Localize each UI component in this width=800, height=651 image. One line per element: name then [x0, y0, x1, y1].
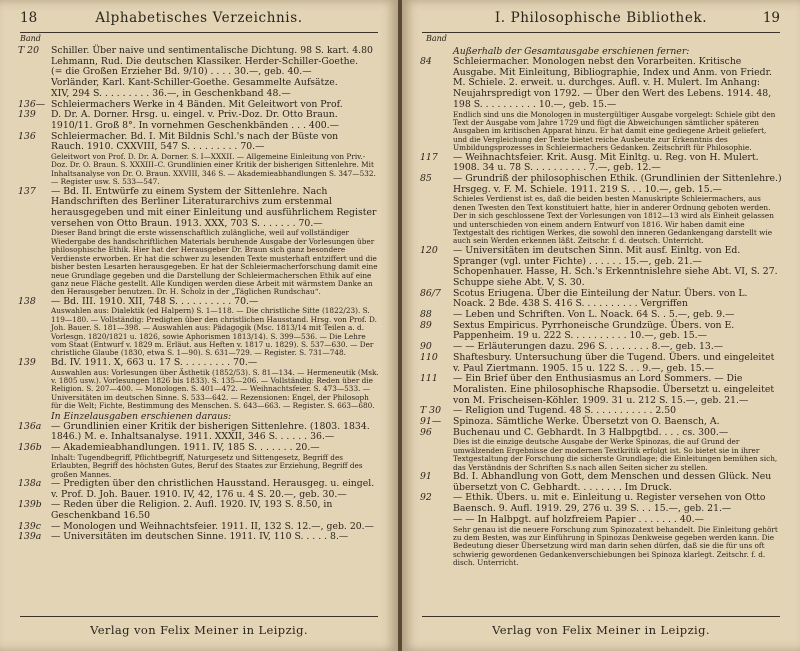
entry-text: Schiller. Über naive und sentimentalische Dichtung. 98 S. kart. 4.80 — [51, 45, 373, 56]
entry-text: Lehmann, Rud. Die deutschen Klassiker. Herder-Schiller-Goethe. — [51, 55, 359, 67]
entry-text: 1910/11. Groß 8°. In vornehmen Geschenkbänden . . . 400.— — [51, 119, 339, 131]
catalog-entry — [18, 532, 380, 543]
left-page — [0, 0, 398, 651]
right-footer-rule — [422, 616, 780, 617]
catalog-entry — [18, 187, 380, 230]
left-footer-rule — [20, 616, 378, 617]
entry-text: — Bd. II. Entwürfe zu einem System der Sittenlehre. Nach Handschriften des Berliner Literaturarchivs zum erstenmal herausgegeben und mit einer Einleitung und ausführlichem Register versehen von Otto Braun. 1913. XXX, 703 S. . . . . . . 70.— — [51, 185, 377, 229]
catalog-entry — [420, 353, 782, 374]
entry-text: Spinoza. Sämtliche Werke. Übersetzt von O. Baensch, A. — [453, 416, 720, 428]
band-number: 139b — [18, 499, 42, 511]
entry-text: Schieles Verdienst ist es, daß die beiden besten Manuskripte Schleiermachers, aus denen Twesten den Text konstituiert hatte, hier in anderer Ordnung geboten werden. Der in sich geschlossene Text der Vorlesungen von 1812—13 wird als Einheit gelassen und unterschieden von einem andern Entwurf von 1816. Wir haben damit eine Textgestalt des richtigen Werkes, die sowohl den inneren Gedankengang darstellt wie auch sein Werden erkennen läßt. Zeitschr. f. d. deutsch. Unterricht. — [453, 194, 774, 246]
entry-text: Sextus Empiricus. Pyrrhoneische Grundzüge. Übers. von E. Pappenheim. 19 u. 222 S. . . . . . . . . . 10.—, geb. 15.— — [453, 319, 735, 342]
left-page-body — [18, 46, 380, 609]
catalog-entry — [18, 358, 380, 369]
entry-note — [18, 229, 380, 296]
entry-text: Dieser Band bringt die erste wissenschaftlich zulängliche, weil auf vollständiger Wiedergabe des handschriftlichen Materials beruhende Ausgabe der Vorlesungen über philosophische Ethik. Hier hat der Herausgeber Dr. Braun sich ganz besondere Verdienste erworben. Er hat die schwer zu lesenden Texte musterhaft entziffert und die bisher besten Lesarten herausgegeben. Er hat der Schleiermacherforschung damit eine neue Grundlage gegeben und die Darstellung der Schleiermacherschen Ethik auf eine ganz neue Fläche gestellt. Alle Kundigen werden diese Arbeit mit wärmstem Danke an den Herausgeber benutzen. Dr. H. Scholz in der „Täglichen Rundschau“. — [51, 228, 378, 297]
band-number: T 30 — [420, 405, 441, 417]
band-number: 96 — [420, 426, 432, 438]
left-header-rule — [20, 32, 378, 33]
entry-text: Schuppe siehe Abt. V, S. 30. — [453, 276, 585, 288]
band-number: 136 — [18, 130, 36, 142]
band-number: 137 — [18, 185, 36, 197]
band-number: 136b — [18, 442, 42, 453]
entry-text: — Ethik. Übers. u. mit e. Einleitung u. Register versehen von Otto Baensch. 9. Aufl. 1919. 29, 276 u. 39 S. . . 15.—, geb. 21.— — [453, 492, 766, 515]
band-number: 117 — [420, 151, 438, 163]
entry-text: Dies ist die einzige deutsche Ausgabe der Werke Spinozas, die auf Grund der umwälzenden Ergebnisse der modernen Textkritik erfolgt ist. So bietet sie in ihrer Textgestaltung der Forschung die sicherste Grundlage; die Einleitungen bemühen sich, das Verständnis der Schriften S.s nach allen Seiten sicher zu stellen. — [453, 437, 778, 472]
band-number: 138 — [18, 295, 36, 307]
catalog-entry — [420, 428, 782, 439]
right-page-body — [420, 46, 782, 609]
entry-note — [18, 153, 380, 187]
entry-text: Auswahlen aus: Vorlesungen über Ästhetik (1852/53). S. 81—134. — Hermeneutik (Msk. v. 1805 usw.). Vorlesungen 1826 bis 1833). S. 135—206. — Vollständig: Reden über die Religion. S. 207—400. — Monologen. S. 401—472. — Weihnachtsfeier. S. 473—533. — Universitäten im deutschen Sinne. S. 533—642. — Rezensionen: Engel, der Philosoph für die Welt; Fichte, Bestimmung des Menschen. S. 643—663. — Register. S. 663—680. — [51, 367, 379, 411]
entry-text: — — In Halbpgt. auf holzfreiem Papier . . . . . . . 40.— — [453, 513, 704, 525]
left-page-header — [20, 10, 378, 32]
entry-text: D. Dr. A. Dorner. Hrsg. u. eingel. v. Priv.-Doz. Dr. Otto Braun. — [51, 109, 338, 121]
catalog-entry — [18, 479, 380, 500]
catalog-entry — [420, 515, 782, 526]
right-page-footer: Verlag von Felix Meiner in Leipzig. — [492, 623, 710, 637]
entry-text: — Weihnachtsfeier. Krit. Ausg. Mit Einltg. u. Reg. von H. Mulert. 1908. 34 u. 78 S. . . . . . . . . . 7.—, geb. 12.— — [453, 151, 759, 174]
entry-text: Bd. I. Abhandlung von Gott, dem Menschen und dessen Glück. Neu übersetzt von C. Gebhardt. . . . . . . . Im Druck. — [453, 471, 772, 493]
left-page-number: 18 — [20, 10, 38, 26]
band-number: 90 — [420, 341, 432, 353]
entry-text: Bd. IV. 1911. X, 663 u. 17 S. . . . . . . . . 70.— — [51, 356, 258, 368]
band-number: 136a — [18, 420, 42, 432]
right-band-label: Band — [426, 34, 447, 43]
entry-text: In Einzelausgaben erschienen daraus: — [51, 410, 232, 422]
band-number: 138a — [18, 477, 42, 489]
band-number: 110 — [420, 351, 438, 363]
catalog-entry — [18, 500, 380, 521]
catalog-entry — [420, 153, 782, 174]
entry-text: Auswahlen aus: Dialektik (ed Halpern) S. 1—118. — Die christliche Sitte (1822/23). S. 119—180. — Vollständig: Predigten über den christlichen Hausstand. Hrsg. von Prof. D. Joh. Bauer. S. 181—398. — Auswahlen aus: Pädagogik (Msc. 1813/14 mit Teilen a. d. Vorlesgn. 1820/1821 u. 1826, sowie Aphorismen 1813/14). S. 399—536. — Die Lehre vom Staat (Entwurf v. 1829 m. Erläut. aus Heften v. 1817 u. 1829). S. 537—630. — Der christliche Glaube (1830, etwa S. 1—90). S. 631—729. — Register. S. 731—748. — [51, 306, 377, 358]
entry-text: Außerhalb der Gesamtausgabe erschienen ferner: — [453, 46, 690, 57]
band-number: 86/7 — [420, 287, 441, 299]
band-number: 89 — [420, 319, 432, 331]
band-number: T 20 — [18, 45, 39, 56]
entry-text: Buchenau und C. Gebhardt. In 3 Halbpgtbd. . . . cs. 300.— — [453, 426, 729, 438]
catalog-entry — [420, 246, 782, 267]
band-number: 139 — [18, 109, 36, 121]
band-number: 120 — [420, 244, 438, 256]
entry-text: — Grundriß der philosophischen Ethik. (Grundlinien der Sittenlehre.) Hrsgeg. v. F. M. Schiele. 1911. 219 S. . . 10.—, geb. 15.— — [453, 172, 782, 195]
catalog-entry — [420, 289, 782, 310]
catalog-entry — [420, 472, 782, 493]
band-number: 136— — [18, 98, 46, 110]
entry-text: — — Erläuterungen dazu. 296 S. . . . . . . . 8.—, geb. 13.— — [453, 341, 724, 353]
band-number: 85 — [420, 172, 432, 184]
entry-text: — Predigten über den christlichen Hausstand. Herausgeg. u. eingel. v. Prof. D. Joh. Bauer. 1910. IV, 42, 176 u. 4 S. 20.—, geb. 30.— — [51, 477, 375, 500]
band-number: 84 — [420, 56, 432, 67]
catalog-entry — [18, 297, 380, 308]
entry-text: — Universitäten im deutschen Sinn. Mit ausf. Einltg. von Ed. Spranger (vgl. unter Fichte) . . . . . . 15.—, geb. 21.— — [453, 244, 741, 267]
entry-text: — Universitäten im deutschen Sinne. 1911. IV, 110 S. . . . . 8.— — [51, 531, 349, 543]
entry-text: (= die Großen Erzieher Bd. 9/10) . . . . 30.—, geb. 40.— — [51, 66, 312, 78]
band-number: 91 — [420, 471, 432, 483]
entry-text: Sehr genau ist die neuere Forschung zum Spinozatext behandelt. Die Einleitung gehört zu dem Besten, was zur Einführung in Spinozas Denkweise gegeben werden kann. Die Bedeutung dieser Übersetzung wird man darin sehen dürfen, daß sie die für uns oft schwierig gewordenen Gedankenverschiebungen bei Spinoza klarlegt. Zeitschr. f. d. disch. Unterricht. — [453, 524, 778, 568]
right-page-number: 19 — [762, 10, 780, 26]
right-page-header — [422, 10, 780, 32]
entry-text: XIV, 294 S. . . . . . . . . 36.—, in Geschenkband 48.— — [51, 87, 291, 99]
entry-text: Schleiermacher. Monologen nebst den Vorarbeiten. Kritische Ausgabe. Mit Einleitung, Bibliographie, Index und Anm. von Friedr. M. Schiele. 2. erweit. u. durchges. Aufl. v. H. Mulert. Im Anhang: Neujahrspredigt von 1792. — Über den Wert des Lebens. 1914. 48, 198 S. . . . . . . . . . 10.—, geb. 15.— — [453, 56, 772, 110]
catalog-entry — [18, 422, 380, 443]
entry-note — [18, 307, 380, 357]
entry-text: Rauch. 1910. CXXVIII, 547 S. . . . . . . . . 70.— — [51, 141, 265, 153]
catalog-entry — [18, 142, 380, 153]
entry-note — [420, 526, 782, 568]
entry-text: — Monologen und Weihnachtsfeier. 1911. II, 132 S. 12.—, geb. 20.— — [51, 520, 374, 532]
left-band-label: Band — [20, 34, 41, 43]
catalog-entry — [420, 493, 782, 514]
entry-note — [420, 195, 782, 245]
entry-text: Endlich sind uns die Monologen in mustergültiger Ausgabe vorgelegt: Schiele gibt den Text der Ausgabe vom Jahre 1729 und fügt die Abweichungen sämtlicher späteren Ausgaben im kritischen Apparat hinzu. Er hat damit eine gediegene Arbeit geliefert, und die Vergleichung der Texte bietet reiche Ausbeute zur Erkenntnis des Umbildungsprozesses in Schleiermachers Gedanken. Zeitschrift für Philosophie. — [453, 109, 776, 153]
entry-text: Schleiermacher. Bd. I. Mit Bildnis Schl.'s nach der Büste von — [51, 130, 339, 142]
entry-text: Scotus Eriugena. Über die Einteilung der Natur. Übers. von L. Noack. 2 Bde. 438 S. 416 S. . . . . . . . . . Vergriffen — [453, 287, 748, 310]
entry-text: — Ein Brief über den Enthusiasmus an Lord Sommers. — Die Moralisten. Eine philosophische Rhapsodie. Übersetzt u. eingeleitet von M. Frischeisen-Köhler. 1909. 31 u. 212 S. 15.—, geb. 21.— — [453, 373, 775, 406]
right-page — [402, 0, 800, 651]
catalog-entry — [18, 443, 380, 454]
entry-text: — Leben und Schriften. Von L. Noack. 64 S. . 5.—, geb. 9.— — [453, 309, 735, 321]
band-number: 139 — [18, 356, 36, 368]
entry-text: Shaftesbury. Untersuchung über die Tugend. Übers. und eingeleitet v. Paul Ziertmann. 1905. 15 u. 122 S. . . 9.—, geb. 15.— — [453, 351, 775, 374]
entry-text: — Akademieabhandlungen. 1911. IV, 185 S. . . . . . . 20.— — [51, 442, 320, 453]
catalog-entry — [420, 57, 782, 111]
band-number: 91— — [420, 416, 442, 428]
band-number: 139c — [18, 520, 41, 532]
entry-text: Inhalt: Tugendbegriff, Pflichtbegriff, Naturgesetz und Sittengesetz, Begriff des Erlaubten, Begriff des höchsten Gutes, Beruf des Staates zur Erziehung, Begriff des großen Mannes. — [51, 452, 363, 479]
entry-text: Geleitwort von Prof. D. Dr. A. Dorner. S. I—XXXII. — Allgemeine Einleitung von Priv.-Doz. Dr. O. Braun. S. XXXIII–C. Grundlinien einer Kritik der bisherigen Sittenlehre. Mit Inhaltsanalyse von Dr. O. Braun. XXVIII, 346 S. — Akademieabhandlungen S. 347—532. — Register usw. S. 533—547. — [51, 152, 376, 187]
entry-note — [18, 454, 380, 479]
right-header-rule — [422, 32, 780, 33]
catalog-entry — [420, 174, 782, 195]
band-number: 92 — [420, 492, 432, 504]
entry-text: — Religion und Tugend. 48 S. . . . . . . . . . . 2.50 — [453, 405, 677, 417]
catalog-entry — [420, 321, 782, 342]
right-page-title: I. Philosophische Bibliothek. — [494, 10, 708, 26]
left-page-footer: Verlag von Felix Meiner in Leipzig. — [90, 623, 308, 637]
entry-note — [420, 111, 782, 153]
entry-text: — Grundlinien einer Kritik der bisherigen Sittenlehre. (1803. 1834. 1846.) M. e. Inhaltsanalyse. 1911. XXXII, 346 S. . . . . . 36.— — [51, 420, 370, 443]
entry-text: Vorländer, Karl. Kant-Schiller-Goethe. Gesammelte Aufsätze. — [51, 77, 338, 89]
entry-text: Schleiermachers Werke in 4 Bänden. Mit Geleitwort von Prof. — [51, 98, 343, 110]
band-number: 111 — [420, 373, 438, 385]
entry-note — [18, 369, 380, 411]
entry-text: — Bd. III. 1910. XII, 748 S. . . . . . . . . . 70.— — [51, 295, 259, 307]
left-page-title: Alphabetisches Verzeichnis. — [95, 10, 303, 26]
entry-text: Schopenhauer. Hasse, H. Sch.'s Erkenntnislehre siehe Abt. VI, S. 27. — [453, 266, 778, 278]
catalog-entry — [420, 374, 782, 406]
entry-text: — Reden über die Religion. 2. Aufl. 1920. IV, 193 S. 8.50, in Geschenkband 16.50 — [51, 499, 333, 522]
entry-note — [420, 438, 782, 472]
band-number: 88 — [420, 309, 432, 321]
band-number: 139a — [18, 531, 42, 543]
